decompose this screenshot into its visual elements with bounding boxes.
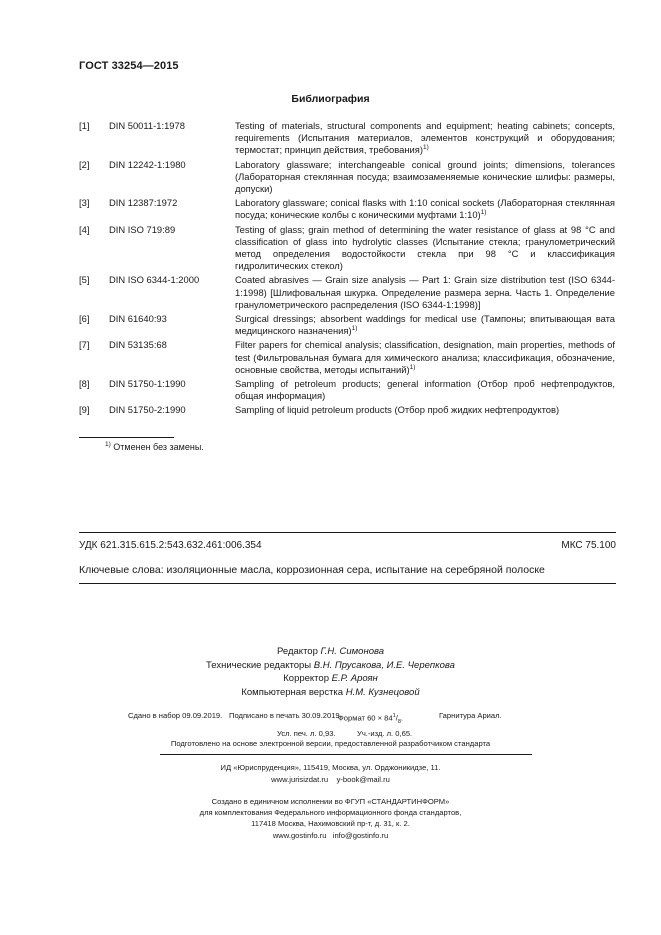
bibliography-entry — [79, 197, 615, 221]
footnote-mark: 1) — [105, 441, 111, 448]
entry-title: Sampling of petroleum products; general information (Отбор проб нефтепродуктов, общая информация) — [235, 378, 615, 402]
entry-title: Surgical dressings; absorbent waddings for medical use (Тампоны; впитывающая вата медицинского назначения)$^{1)}$ — [235, 313, 615, 337]
publisher-block — [0, 762, 661, 787]
entry-code: DIN 61640:93 — [109, 313, 167, 325]
entry-code: DIN ISO 719:89 — [109, 223, 176, 235]
entry-code: DIN 50011-1:1978 — [109, 120, 185, 131]
entry-code: DIN 51750-1:1990 — [109, 378, 186, 390]
tech-editors-line: Технические редакторы В.Н. Прусакова, И.Е. Черепкова — [206, 659, 455, 671]
standard-code: ГОСТ 33254—2015 — [79, 60, 179, 72]
publication-details — [128, 710, 548, 740]
entry-title: Sampling of liquid petroleum products (Отбор проб жидких нефтепродуктов) — [235, 404, 560, 416]
entry-number: [8] — [79, 378, 90, 390]
editor-line: Редактор Г.Н. Симонова — [276, 646, 385, 657]
bibliography-entry — [79, 404, 615, 416]
entry-number: [3] — [79, 197, 90, 209]
printer-line-2: для комплектования Федерального информационного фонда стандартов, — [199, 808, 462, 818]
publisher-site: www.jurisizdat.ru — [271, 775, 329, 785]
entry-title: Coated abrasives — Grain size analysis — Part 1: Grain size distribution test (ISO 6344-1:1998) [Шлифовальная шкурка. Определение размера зерна. Часть 1. Определение гранулометрического распределения (ISO 6344-1:1998)] — [235, 274, 615, 310]
entry-number: [6] — [79, 313, 90, 325]
entry-code: DIN 12387:1972 — [109, 197, 178, 209]
credits-block — [0, 645, 661, 699]
footnote-ref: 1) — [351, 325, 358, 333]
publisher-address: ИД «Юриспруденция», 115419, Москва, ул. Орджоникидзе, 11. — [220, 763, 441, 772]
entry-number: [1] — [79, 120, 90, 131]
entry-title: Filter papers for chemical analysis; classification, designation, main properties, methods of test (Фильтровальная бумага для химического анализа; классификация, обозначение, основные свойства, методы испытаний)$^{1)}$ — [235, 339, 615, 375]
bibliography-entry — [79, 339, 615, 376]
footnote-divider — [79, 437, 174, 438]
printer-contacts — [0, 830, 661, 841]
bibliography-entry — [79, 313, 615, 337]
entry-code: DIN ISO 6344-1:2000 — [109, 274, 200, 286]
proofreader-line: Корректор Е.Р. Ароян — [283, 673, 378, 684]
classification-divider — [79, 532, 616, 533]
printer-email: info@gostinfo.ru — [332, 830, 389, 840]
entry-title: Laboratory glassware; interchangeable conical ground joints; dimensions, tolerances (Лабораторная стеклянная посуда; взаимозаменяемые конические шлифы: размеры, допуски) — [235, 158, 615, 195]
entry-title: Testing of materials, structural components and equipment; heating cabinets; concepts, requirements (Испытания материалов, элементов конструкций и оборудования; термостат; принцип действия, требования)$^{1)}$ — [235, 120, 615, 156]
footnote-ref: 1) — [409, 363, 416, 371]
paper-format: Формат $60 \times 84^1/_8$. — [338, 713, 404, 726]
bibliography-entry — [79, 120, 615, 157]
submitted-date: Сдано в набор 09.09.2019. — [128, 711, 223, 720]
printer-site: www.gostinfo.ru — [272, 830, 327, 840]
entry-number: [2] — [79, 158, 90, 170]
bibliography-entry — [79, 274, 615, 311]
entry-number: [4] — [79, 223, 90, 235]
footnote — [105, 441, 204, 452]
printer-address: 117418 Москва, Нахимовский пр-т, д. 31, к. 2. — [251, 819, 410, 829]
printer-line-1: Создано в единичном исполнении во ФГУП «СТАНДАРТИНФОРМ» — [211, 797, 450, 806]
signed-date: Подписано в печать 30.09.2019. — [229, 711, 342, 720]
entry-title: Testing of glass; grain method of determining the water resistance of glass at 98 °C and classification of glass into hydrolytic classes (Испытание стекла; гранулометрический метод определения водостойкости стекла при 98 °C и классификация гидролитических стекол) — [235, 223, 615, 272]
entry-code: DIN 53135:68 — [109, 339, 167, 351]
publisher-email: y-book@mail.ru — [336, 775, 390, 785]
print-sheets: Усл. печ. л. 0,93. — [277, 729, 336, 739]
bibliography-entry — [79, 224, 615, 273]
typeface: Гарнитура Ариал. — [439, 711, 502, 720]
udk-code: УДК 621.315.615.2:543.632.461:006.354 — [79, 540, 262, 551]
prepared-note: Подготовлено на основе электронной версии, предоставленной разработчиком стандарта — [170, 739, 491, 748]
publishing-sheets: Уч.-изд. л. 0,65. — [357, 729, 413, 739]
entry-code: DIN 12242-1:1980 — [109, 158, 186, 170]
entry-number: [7] — [79, 339, 90, 351]
footnote-ref: 1) — [422, 144, 429, 152]
footnote-ref: 1) — [480, 209, 487, 217]
bibliography-list — [79, 120, 615, 419]
entry-number: [9] — [79, 404, 90, 416]
entry-title: Laboratory glassware; conical flasks with 1:10 conical sockets (Лабораторная стеклянная посуда; конические колбы с коническими муфтами 1:10)$^{1)}$ — [235, 197, 615, 221]
keywords-divider — [79, 583, 616, 584]
bibliography-title: Библиография — [291, 93, 370, 105]
entry-number: [5] — [79, 274, 90, 286]
bibliography-entry — [79, 378, 615, 402]
entry-code: DIN 51750-2:1990 — [109, 404, 186, 416]
footnote-text: Отменен без замены. — [113, 442, 204, 452]
publisher-contacts — [0, 774, 661, 786]
publication-row-1 — [128, 710, 548, 728]
keywords: Ключевые слова: изоляционные масла, коррозионная сера, испытание на серебряной полоске — [79, 564, 545, 576]
publisher-divider — [160, 754, 532, 755]
bibliography-entry — [79, 159, 615, 196]
mks-code: МКС 75.100 — [561, 540, 616, 551]
layout-line: Компьютерная верстка Н.М. Кузнецовой — [241, 686, 420, 698]
printer-block — [0, 796, 661, 841]
